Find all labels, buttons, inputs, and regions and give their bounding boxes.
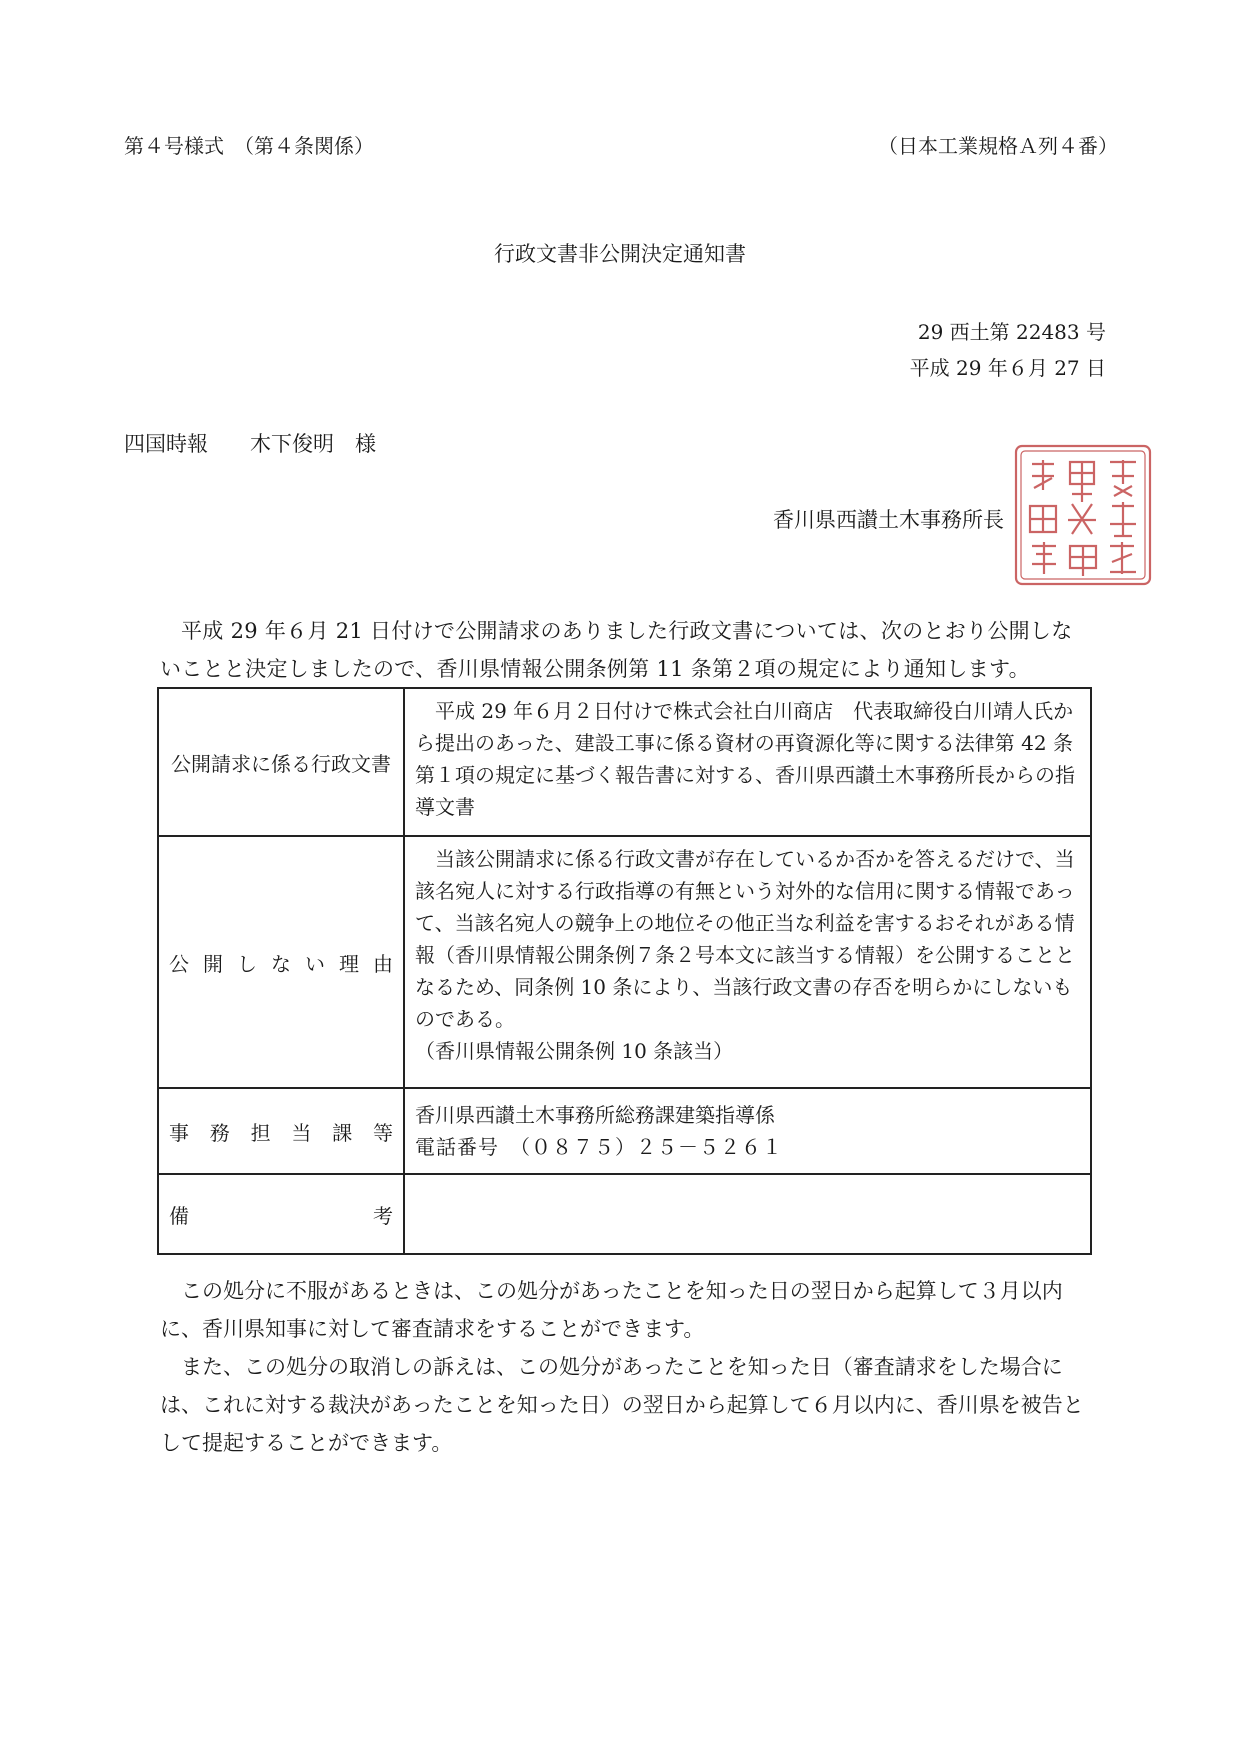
department-label-char: 担 [250,1120,271,1145]
requested-document-content [404,688,1091,836]
department-name: 香川県西讃土木事務所総務課建築指導係 [415,1103,775,1127]
reason-label-char: い [305,951,325,976]
intro-text: 平成 29 年６月 21 日付けで公開請求のありました行政文書については、次のとおり公開しないことと決定しましたので、香川県情報公開条例第 11 条第２項の規定により通知します。 [160,619,1073,681]
reason-label-char: 由 [373,951,393,976]
lawsuit-notice: また、この処分の取消しの訴えは、この処分があったことを知った日（審査請求をした場合には、これに対する裁決があったことを知った日）の翌日から起算して６月以内に、香川県を被告として提起することができます。 [160,1355,1084,1455]
reason-label-char: し [237,951,257,976]
reason-text: 当該公開請求に係る行政文書が存在しているか否かを答えるだけで、当該名宛人に対する行政指導の有無という対外的な信用に関する情報であって、当該名宛人の競争上の地位その他正当な利益を害するおそれがある情報（香川県情報公開条例７条２号本文に該当する情報）を公開することとなるため、同条例 10 条により、当該行政文書の存否を明らかにしないものである。 [415,847,1075,1031]
department-label-char: 課 [332,1120,353,1145]
official-seal-icon [1012,442,1154,588]
remarks-label [158,1174,404,1254]
paper-size-note: （日本工業規格Ａ列４番） [878,134,1118,158]
form-number: 第４号様式 （第４条関係） [124,134,374,158]
table-row [158,1174,1091,1254]
department-label [158,1088,404,1174]
intro-paragraph [160,612,1090,688]
department-content [404,1088,1091,1174]
reason-content [404,836,1091,1088]
department-label-char: 事 [169,1120,189,1145]
reason-label-char: 理 [339,951,359,976]
document-date: 平成 29 年６月 27 日 [909,356,1106,380]
remarks-label-char: 備 [169,1203,189,1228]
table-row [158,688,1091,836]
department-phone: 電話番号 （０８７５）２５－５２６１ [415,1135,783,1159]
document-number: 29 西土第 22483 号 [917,320,1106,344]
appeal-notice: この処分に不服があるときは、この処分があったことを知った日の翌日から起算して３月以内に、香川県知事に対して審査請求をすることができます。 [160,1279,1063,1341]
requested-document-text: 平成 29 年６月２日付けで株式会社白川商店 代表取締役白川靖人氏から提出のあった、建設工事に係る資材の再資源化等に関する法律第 42 条第１項の規定に基づく報告書に対する、香川県西讃土木事務所長からの指導文書 [415,699,1075,819]
reason-label-char: な [271,951,291,976]
table-row [158,1088,1091,1174]
reason-label-char: 公 [169,951,189,976]
department-label-char: 当 [291,1120,312,1145]
decision-table [157,687,1092,1255]
department-label-char: 等 [372,1120,393,1145]
requested-document-label: 公開請求に係る行政文書 [158,688,404,836]
addressee: 四国時報 木下俊明 様 [124,432,376,456]
closing-paragraphs [160,1272,1090,1462]
remarks-label-char: 考 [373,1203,393,1228]
reason-label [158,836,404,1088]
remarks-content [404,1174,1091,1254]
sender: 香川県西讃土木事務所長 [773,508,1004,532]
reason-note: （香川県情報公開条例 10 条該当） [415,1039,734,1063]
table-row [158,836,1091,1088]
document-title: 行政文書非公開決定通知書 [494,242,746,266]
department-label-char: 務 [209,1120,230,1145]
reason-label-char: 開 [203,951,223,976]
